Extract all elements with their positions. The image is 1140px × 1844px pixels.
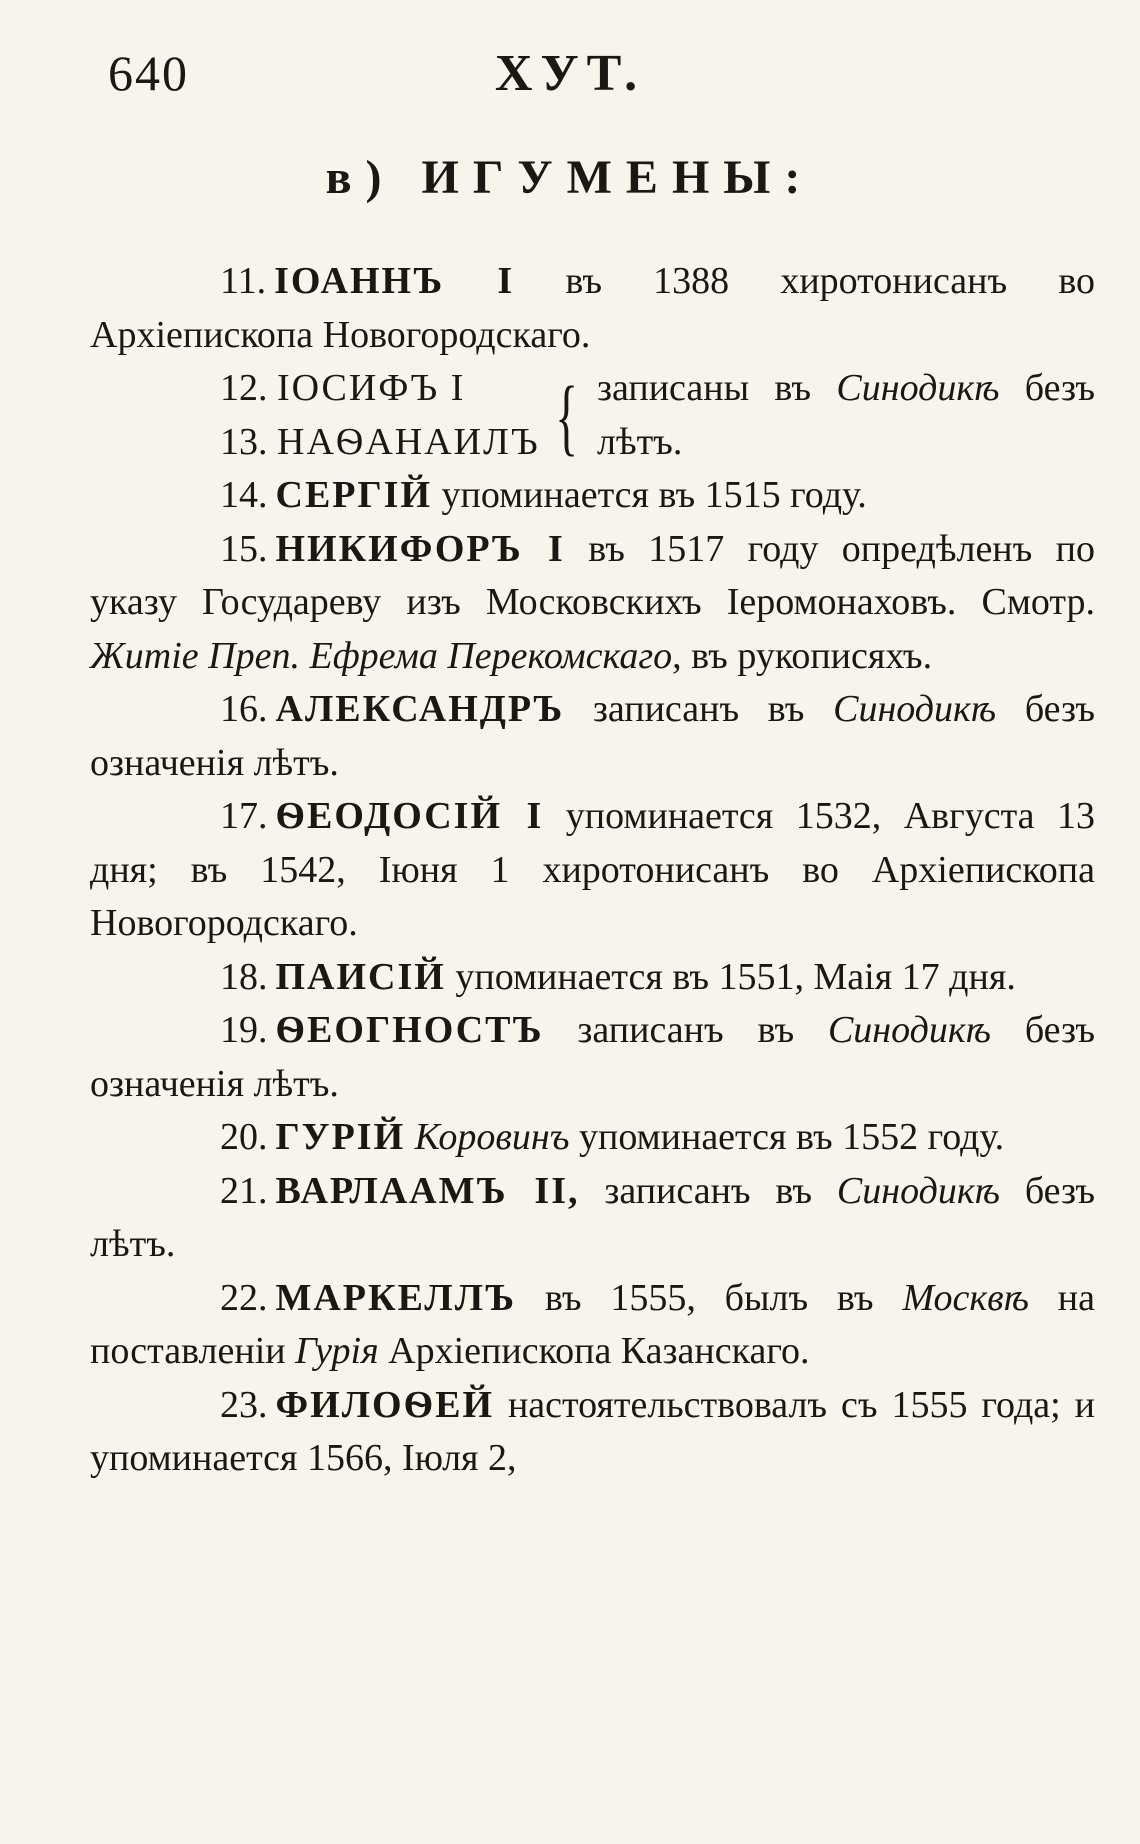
entry-text: безъ лѣтъ. [90, 1169, 1095, 1265]
entry-11 [90, 255, 1095, 362]
entry-text: въ 1555, былъ въ [516, 1276, 903, 1319]
entry-17 [90, 790, 1095, 951]
entry-italic: Гурія [295, 1330, 379, 1372]
entry-19 [90, 1004, 1095, 1111]
entry-name: ІОАННЪ I [274, 260, 515, 302]
entry-italic: Синодикѣ [827, 1009, 991, 1051]
entry-number: 14. [220, 474, 268, 516]
entry-name: ѲЕОГНОСТЪ [275, 1009, 544, 1051]
entry-text: безъ означенія лѣтъ. [90, 1009, 1095, 1105]
section-title: в) ИГУМЕНЫ: [325, 151, 815, 204]
entry-text: , въ рукописяхъ. [672, 634, 933, 677]
entry-name: НАѲАНАИЛЪ [277, 420, 540, 463]
entry-text: безъ означенія лѣтъ. [90, 688, 1095, 784]
entry-text: въ 1388 хиротонисанъ во Архіепископа Новогородскаго. [90, 260, 1096, 356]
entry-text: записанъ въ [564, 688, 834, 730]
entry-text: записанъ въ [579, 1169, 837, 1212]
running-title: ХУТ. [494, 45, 646, 102]
entry-name: СЕРГІЙ [275, 474, 433, 516]
entry-name: ГУРІЙ [275, 1116, 406, 1158]
entry-20 [90, 1111, 1095, 1165]
entry-number: 16. [220, 688, 268, 730]
entry-italic: Москвѣ [902, 1276, 1029, 1319]
entry-name: ВАРЛААМЪ II, [275, 1169, 580, 1212]
entry-name: МАРКЕЛЛЪ [275, 1276, 517, 1319]
entry-text: упоминается въ 1551, Маія 17 дня. [445, 955, 1016, 998]
entry-text: на поставленіи [90, 1276, 1095, 1372]
entry-number: 20. [220, 1116, 268, 1158]
entry-21 [90, 1165, 1095, 1272]
brace-icon: { [554, 367, 578, 464]
entries-list [90, 255, 1095, 1486]
entry-italic: Коровинъ [414, 1116, 570, 1158]
entry-text: упоминается въ 1515 году. [432, 474, 867, 516]
note-italic: Синодикѣ [836, 367, 1000, 409]
entry-number: 17. [220, 795, 268, 837]
entry-number: 15. [220, 527, 268, 570]
entry-12 [220, 362, 540, 416]
entry-18 [90, 951, 1095, 1005]
note-text: безъ лѣтъ. [596, 367, 1095, 463]
entry-23 [90, 1379, 1095, 1486]
entry-italic: Житіе Преп. Ефрема Перекомскаго [90, 634, 673, 677]
entry-name: ІОСИФЪ I [277, 367, 466, 409]
bracketed-note [597, 362, 1095, 469]
entry-number: 12. [220, 367, 268, 409]
entry-number: 11. [220, 260, 267, 302]
entry-name: ФИЛОѲЕЙ [275, 1383, 495, 1426]
entry-name: НИКИФОРЪ I [275, 527, 565, 570]
entry-name: АЛЕКСАНДРЪ [275, 688, 565, 730]
entry-italic: Синодикѣ [836, 1169, 1000, 1212]
bracketed-entries [90, 362, 1095, 469]
entry-number: 13. [220, 420, 268, 463]
entry-number: 18. [220, 955, 268, 998]
entry-text: въ 1517 году опредѣленъ по указу Государеву изъ Московскихъ Іеромонаховъ. Смотр. [90, 527, 1095, 623]
entry-text: Архіепископа Казанскаго. [378, 1330, 810, 1372]
note-text: записаны въ [596, 367, 837, 409]
entry-13 [220, 416, 540, 470]
entry-text [405, 1116, 415, 1158]
entry-number: 21. [220, 1169, 268, 1212]
entry-number: 19. [220, 1009, 268, 1051]
entry-number: 22. [220, 1276, 268, 1319]
entry-text: записанъ въ [543, 1009, 828, 1051]
entry-text: упоминается 1532, Августа 13 дня; въ 1542, Іюня 1 хиротонисанъ во Архіепископа Новогородскаго. [90, 795, 1095, 944]
page-number: 640 [108, 45, 189, 101]
entry-14 [90, 469, 1095, 523]
entry-text: настоятельствовалъ съ 1555 года; и упоминается 1566, Іюля 2, [90, 1383, 1095, 1479]
entry-italic: Синодикѣ [833, 688, 997, 730]
entry-text: упоминается въ 1552 году. [569, 1116, 1005, 1158]
entry-22 [90, 1272, 1095, 1379]
entry-name: ѲЕОДОСІЙ I [275, 795, 544, 837]
entry-15 [90, 523, 1095, 684]
entry-16 [90, 683, 1095, 790]
entry-name: ПАИСІЙ [275, 955, 446, 998]
entry-number: 23. [220, 1383, 268, 1426]
bracketed-names [220, 362, 540, 469]
